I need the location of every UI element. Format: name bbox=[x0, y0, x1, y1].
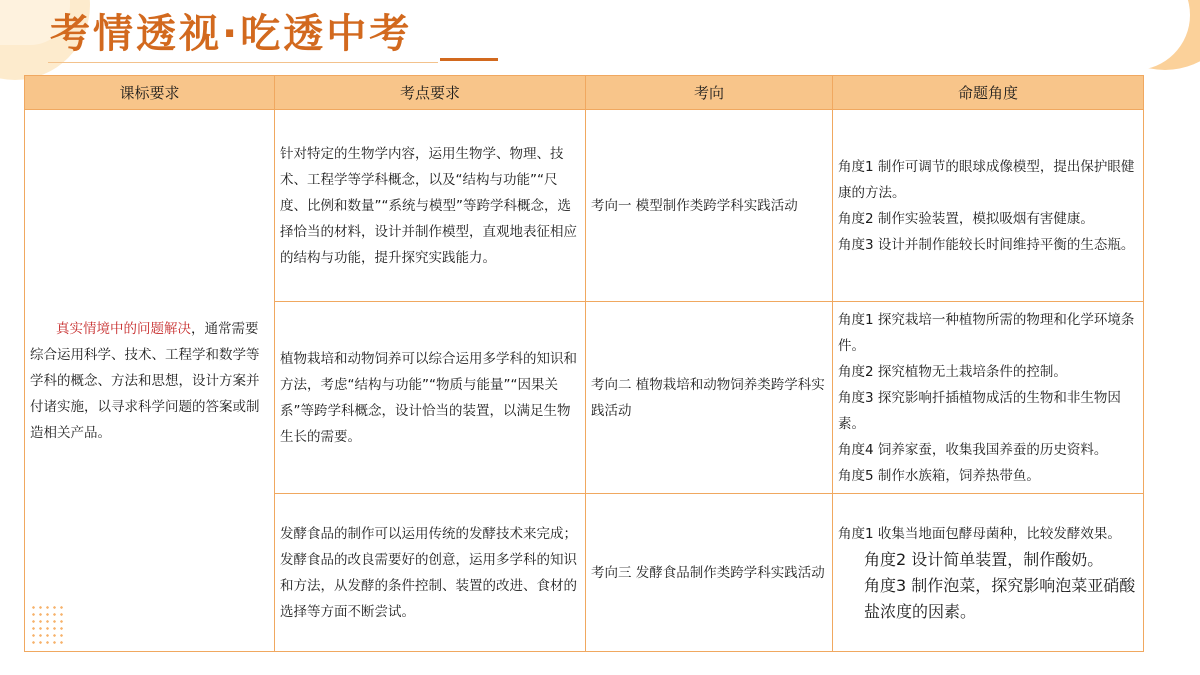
angle-item: 角度3 探究影响扦插植物成活的生物和非生物因素。 bbox=[838, 389, 1121, 432]
header-angles: 命题角度 bbox=[833, 76, 1144, 110]
table-row bbox=[25, 110, 1144, 302]
curriculum-text: ，通常需要综合运用科学、技术、工程学和数学等学科的概念、方法和思想，设计方案并付诸实施，以寻求科学问题的答案或制造相关产品。 bbox=[30, 320, 260, 441]
angle-item: 角度3 设计并制作能较长时间维持平衡的生态瓶。 bbox=[838, 236, 1135, 253]
exam-analysis-table bbox=[24, 75, 1144, 652]
direction-cell: 考向三 发酵食品制作类跨学科实践活动 bbox=[586, 494, 833, 652]
header-direction: 考向 bbox=[586, 76, 833, 110]
exam-point-cell: 植物栽培和动物饲养可以综合运用多学科的知识和方法，考虑“结构与功能”“物质与能量”“因果关系”等跨学科概念，设计恰当的装置，以满足生物生长的需要。 bbox=[275, 302, 586, 494]
exam-point-cell: 发酵食品的制作可以运用传统的发酵技术来完成；发酵食品的改良需要好的创意，运用多学科的知识和方法，从发酵的条件控制、装置的改进、食材的选择等方面不断尝试。 bbox=[275, 494, 586, 652]
angle-item: 角度4 饲养家蚕，收集我国养蚕的历史资料。 bbox=[838, 441, 1108, 458]
angle-item: 角度2 探究植物无土栽培条件的控制。 bbox=[838, 363, 1067, 380]
header-exam-points: 考点要求 bbox=[275, 76, 586, 110]
angle-item: 角度1 探究栽培一种植物所需的物理和化学环境条件。 bbox=[838, 311, 1135, 354]
angle-item: 角度3 制作泡菜，探究影响泡菜亚硝酸盐浓度的因素。 bbox=[864, 575, 1136, 621]
angles-cell bbox=[833, 302, 1144, 494]
title-underline bbox=[48, 62, 438, 63]
angle-item: 角度5 制作水族箱，饲养热带鱼。 bbox=[838, 467, 1040, 484]
curriculum-cell bbox=[25, 110, 275, 652]
angle-item: 角度1 制作可调节的眼球成像模型，提出保护眼健康的方法。 bbox=[838, 158, 1135, 201]
table-header-row bbox=[25, 76, 1144, 110]
page-title: 考情透视·吃透中考 bbox=[50, 11, 413, 57]
direction-cell: 考向二 植物栽培和动物饲养类跨学科实践活动 bbox=[586, 302, 833, 494]
title-underline-accent bbox=[440, 58, 498, 61]
angle-item: 角度2 设计简单装置，制作酸奶。 bbox=[864, 549, 1104, 569]
curriculum-highlight: 真实情境中的问题解决 bbox=[56, 320, 191, 337]
exam-point-cell: 针对特定的生物学内容，运用生物学、物理、技术、工程学等学科概念，以及“结构与功能”“尺度、比例和数量”“系统与模型”等跨学科概念，选择恰当的材料，设计并制作模型，直观地表征相应的结构与功能，提升探究实践能力。 bbox=[275, 110, 586, 302]
angles-cell bbox=[833, 494, 1144, 652]
header-curriculum: 课标要求 bbox=[25, 76, 275, 110]
angle-item: 角度1 收集当地面包酵母菌种，比较发酵效果。 bbox=[838, 525, 1121, 542]
angles-cell bbox=[833, 110, 1144, 302]
direction-cell: 考向一 模型制作类跨学科实践活动 bbox=[586, 110, 833, 302]
angle-item: 角度2 制作实验装置，模拟吸烟有害健康。 bbox=[838, 210, 1094, 227]
